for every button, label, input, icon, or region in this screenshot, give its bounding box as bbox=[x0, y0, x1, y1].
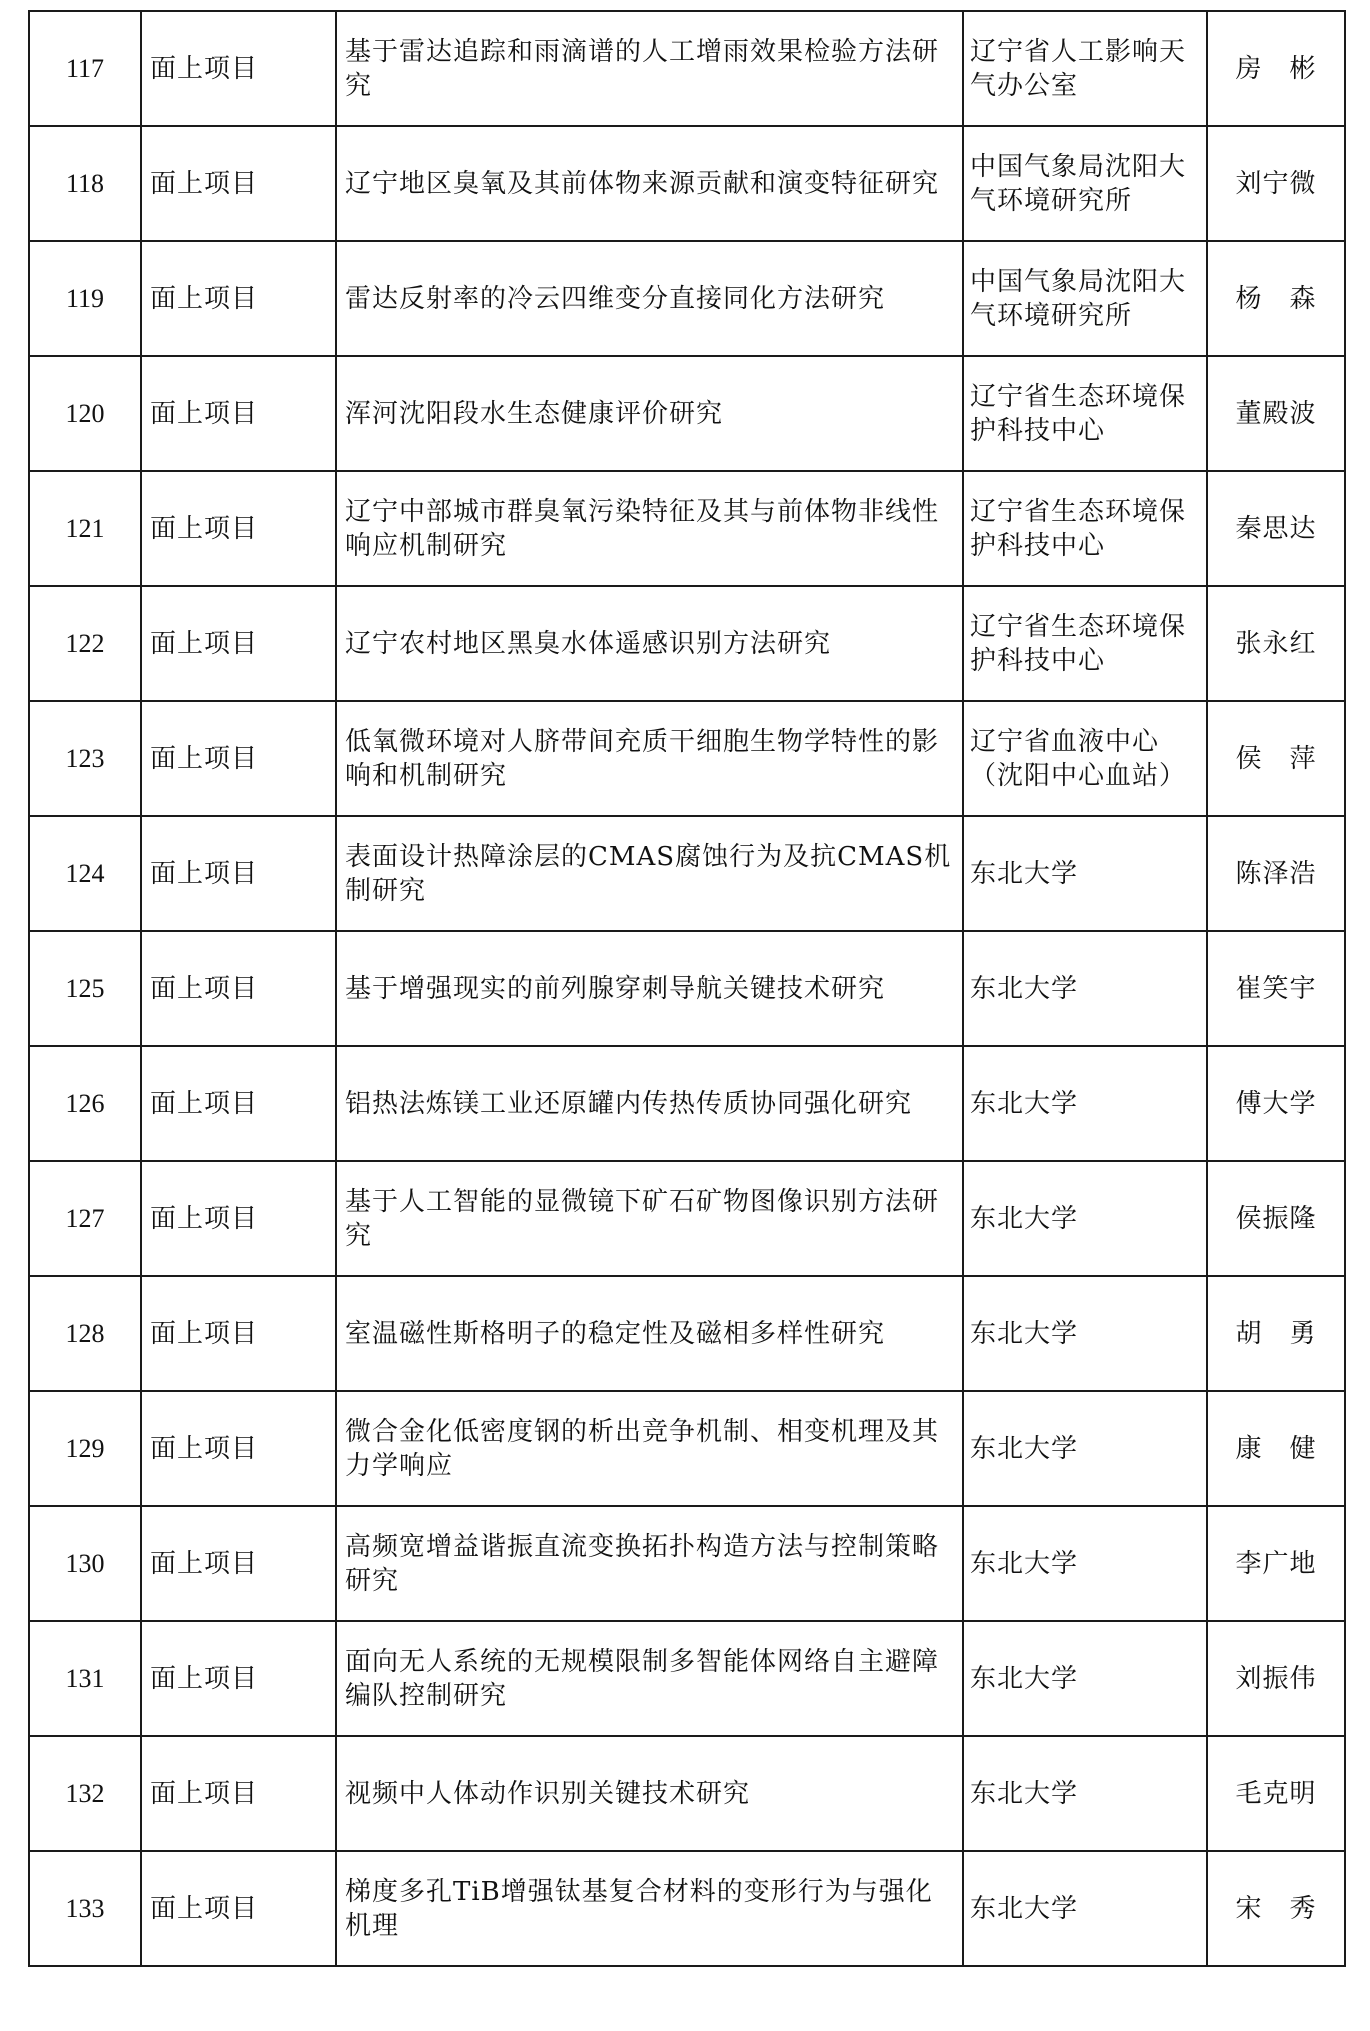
project-type: 面上项目 bbox=[141, 1506, 336, 1621]
project-title: 基于增强现实的前列腺穿刺导航关键技术研究 bbox=[336, 931, 963, 1046]
row-number: 131 bbox=[29, 1621, 141, 1736]
table-row bbox=[29, 931, 1345, 1046]
project-leader: 刘振伟 bbox=[1207, 1621, 1345, 1736]
project-title: 表面设计热障涂层的CMAS腐蚀行为及抗CMAS机制研究 bbox=[336, 816, 963, 931]
project-leader: 李广地 bbox=[1207, 1506, 1345, 1621]
project-leader: 侯振隆 bbox=[1207, 1161, 1345, 1276]
project-leader: 房 彬 bbox=[1207, 11, 1345, 126]
project-title: 浑河沈阳段水生态健康评价研究 bbox=[336, 356, 963, 471]
project-type: 面上项目 bbox=[141, 586, 336, 701]
project-type: 面上项目 bbox=[141, 11, 336, 126]
project-type: 面上项目 bbox=[141, 1621, 336, 1736]
project-title: 铝热法炼镁工业还原罐内传热传质协同强化研究 bbox=[336, 1046, 963, 1161]
project-leader: 毛克明 bbox=[1207, 1736, 1345, 1851]
host-organization: 东北大学 bbox=[963, 1851, 1207, 1966]
row-number: 126 bbox=[29, 1046, 141, 1161]
host-organization: 辽宁省生态环境保护科技中心 bbox=[963, 471, 1207, 586]
table-row bbox=[29, 471, 1345, 586]
host-organization: 东北大学 bbox=[963, 1506, 1207, 1621]
host-organization: 辽宁省生态环境保护科技中心 bbox=[963, 356, 1207, 471]
project-type: 面上项目 bbox=[141, 701, 336, 816]
row-number: 118 bbox=[29, 126, 141, 241]
project-leader: 秦思达 bbox=[1207, 471, 1345, 586]
host-organization: 中国气象局沈阳大气环境研究所 bbox=[963, 241, 1207, 356]
host-organization: 中国气象局沈阳大气环境研究所 bbox=[963, 126, 1207, 241]
project-leader: 刘宁微 bbox=[1207, 126, 1345, 241]
table-row bbox=[29, 1621, 1345, 1736]
row-number: 128 bbox=[29, 1276, 141, 1391]
project-type: 面上项目 bbox=[141, 1276, 336, 1391]
project-title: 室温磁性斯格明子的稳定性及磁相多样性研究 bbox=[336, 1276, 963, 1391]
host-organization: 东北大学 bbox=[963, 1621, 1207, 1736]
project-type: 面上项目 bbox=[141, 1851, 336, 1966]
project-title: 低氧微环境对人脐带间充质干细胞生物学特性的影响和机制研究 bbox=[336, 701, 963, 816]
project-leader: 宋 秀 bbox=[1207, 1851, 1345, 1966]
row-number: 117 bbox=[29, 11, 141, 126]
table-row bbox=[29, 1276, 1345, 1391]
project-title: 基于人工智能的显微镜下矿石矿物图像识别方法研究 bbox=[336, 1161, 963, 1276]
project-leader: 崔笑宇 bbox=[1207, 931, 1345, 1046]
project-title: 辽宁中部城市群臭氧污染特征及其与前体物非线性响应机制研究 bbox=[336, 471, 963, 586]
project-type: 面上项目 bbox=[141, 1161, 336, 1276]
host-organization: 东北大学 bbox=[963, 816, 1207, 931]
host-organization: 辽宁省生态环境保护科技中心 bbox=[963, 586, 1207, 701]
project-leader: 傅大学 bbox=[1207, 1046, 1345, 1161]
table-row bbox=[29, 1161, 1345, 1276]
project-table-body bbox=[29, 11, 1345, 1966]
project-type: 面上项目 bbox=[141, 471, 336, 586]
project-type: 面上项目 bbox=[141, 356, 336, 471]
table-row bbox=[29, 241, 1345, 356]
project-leader: 陈泽浩 bbox=[1207, 816, 1345, 931]
project-type: 面上项目 bbox=[141, 816, 336, 931]
table-row bbox=[29, 126, 1345, 241]
row-number: 127 bbox=[29, 1161, 141, 1276]
host-organization: 东北大学 bbox=[963, 1276, 1207, 1391]
project-title: 辽宁农村地区黑臭水体遥感识别方法研究 bbox=[336, 586, 963, 701]
project-title: 面向无人系统的无规模限制多智能体网络自主避障编队控制研究 bbox=[336, 1621, 963, 1736]
project-title: 高频宽增益谐振直流变换拓扑构造方法与控制策略研究 bbox=[336, 1506, 963, 1621]
project-type: 面上项目 bbox=[141, 126, 336, 241]
host-organization: 东北大学 bbox=[963, 1161, 1207, 1276]
table-row bbox=[29, 701, 1345, 816]
project-type: 面上项目 bbox=[141, 241, 336, 356]
project-title: 雷达反射率的冷云四维变分直接同化方法研究 bbox=[336, 241, 963, 356]
project-leader: 康 健 bbox=[1207, 1391, 1345, 1506]
host-organization: 东北大学 bbox=[963, 1391, 1207, 1506]
project-title: 微合金化低密度钢的析出竞争机制、相变机理及其力学响应 bbox=[336, 1391, 963, 1506]
host-organization: 东北大学 bbox=[963, 1046, 1207, 1161]
project-type: 面上项目 bbox=[141, 1391, 336, 1506]
table-row bbox=[29, 816, 1345, 931]
row-number: 121 bbox=[29, 471, 141, 586]
host-organization: 辽宁省血液中心（沈阳中心血站） bbox=[963, 701, 1207, 816]
row-number: 130 bbox=[29, 1506, 141, 1621]
host-organization: 东北大学 bbox=[963, 931, 1207, 1046]
project-leader: 杨 森 bbox=[1207, 241, 1345, 356]
project-leader: 张永红 bbox=[1207, 586, 1345, 701]
row-number: 125 bbox=[29, 931, 141, 1046]
project-leader: 侯 萍 bbox=[1207, 701, 1345, 816]
table-row bbox=[29, 11, 1345, 126]
row-number: 123 bbox=[29, 701, 141, 816]
project-type: 面上项目 bbox=[141, 931, 336, 1046]
project-type: 面上项目 bbox=[141, 1046, 336, 1161]
row-number: 122 bbox=[29, 586, 141, 701]
row-number: 119 bbox=[29, 241, 141, 356]
project-leader: 董殿波 bbox=[1207, 356, 1345, 471]
project-title: 辽宁地区臭氧及其前体物来源贡献和演变特征研究 bbox=[336, 126, 963, 241]
project-title: 梯度多孔TiB增强钛基复合材料的变形行为与强化机理 bbox=[336, 1851, 963, 1966]
host-organization: 东北大学 bbox=[963, 1736, 1207, 1851]
row-number: 120 bbox=[29, 356, 141, 471]
table-row bbox=[29, 1506, 1345, 1621]
row-number: 133 bbox=[29, 1851, 141, 1966]
table-row bbox=[29, 1046, 1345, 1161]
table-row bbox=[29, 356, 1345, 471]
table-row bbox=[29, 1391, 1345, 1506]
project-leader: 胡 勇 bbox=[1207, 1276, 1345, 1391]
row-number: 129 bbox=[29, 1391, 141, 1506]
row-number: 124 bbox=[29, 816, 141, 931]
project-table bbox=[28, 10, 1346, 1967]
row-number: 132 bbox=[29, 1736, 141, 1851]
table-row bbox=[29, 586, 1345, 701]
table-row bbox=[29, 1736, 1345, 1851]
table-row bbox=[29, 1851, 1345, 1966]
host-organization: 辽宁省人工影响天气办公室 bbox=[963, 11, 1207, 126]
project-type: 面上项目 bbox=[141, 1736, 336, 1851]
project-title: 基于雷达追踪和雨滴谱的人工增雨效果检验方法研究 bbox=[336, 11, 963, 126]
project-title: 视频中人体动作识别关键技术研究 bbox=[336, 1736, 963, 1851]
